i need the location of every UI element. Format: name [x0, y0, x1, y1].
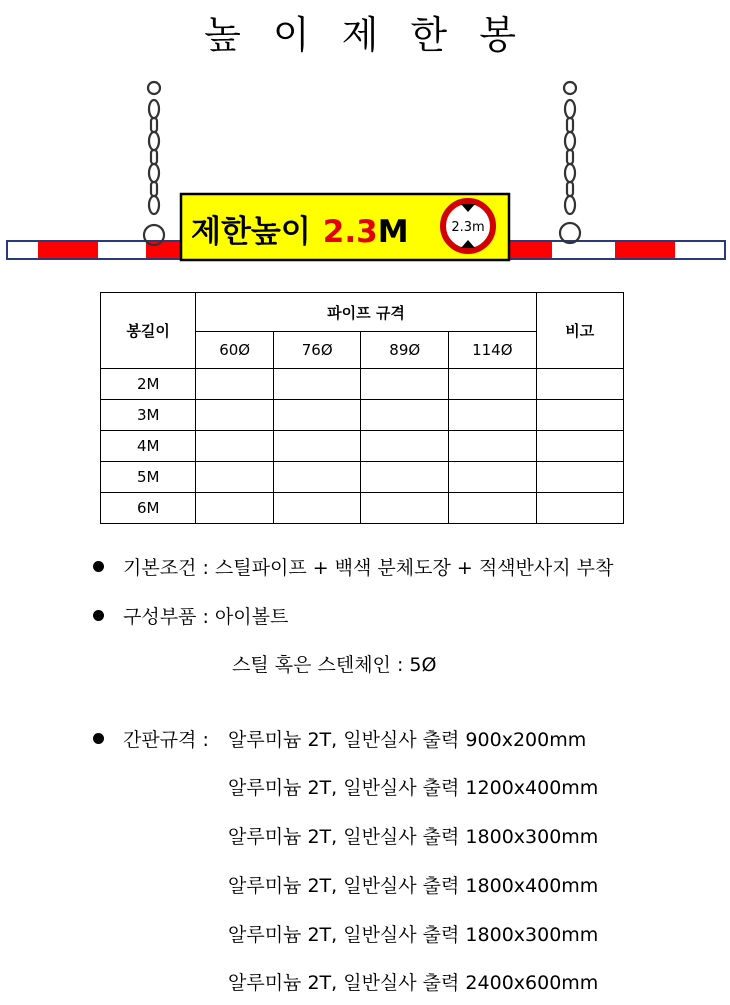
table-header-size: 114Ø	[449, 332, 537, 369]
row-length: 2M	[101, 369, 196, 400]
table-cell	[449, 493, 537, 524]
table-header-size: 76Ø	[273, 332, 361, 369]
table-row	[101, 462, 624, 493]
table-cell	[361, 369, 449, 400]
table-cell	[536, 462, 623, 493]
bullet-icon	[93, 610, 104, 621]
height-limit-sign-icon	[443, 201, 493, 251]
table-cell	[196, 369, 274, 400]
left-chain	[144, 82, 164, 245]
sign-icon-text: 2.3m	[451, 220, 485, 235]
table-row	[101, 369, 624, 400]
row-length: 4M	[101, 431, 196, 462]
table-cell	[449, 400, 537, 431]
svg-text:제한높이2.3M	[191, 214, 409, 250]
spec-basic: 기본조건 : 스틸파이프 + 백색 분체도장 + 적색반사지 부착	[123, 557, 614, 579]
sign-unit: M	[377, 214, 409, 250]
table-row	[101, 493, 624, 524]
table-header-length: 봉길이	[101, 293, 196, 369]
table-header-size: 89Ø	[361, 332, 449, 369]
bullet-icon	[93, 733, 104, 744]
table-cell	[196, 462, 274, 493]
table-row	[101, 400, 624, 431]
right-chain	[560, 82, 580, 243]
table-cell	[449, 462, 537, 493]
table-cell	[449, 431, 537, 462]
table-cell	[196, 431, 274, 462]
height-limit-sign	[181, 194, 509, 260]
row-length: 3M	[101, 400, 196, 431]
spec-sign-item: 알루미늄 2T, 일반실사 출력 900x200mm	[228, 729, 587, 751]
table-cell	[196, 400, 274, 431]
spec-sign-item: 알루미늄 2T, 일반실사 출력 1800x300mm	[228, 924, 599, 946]
table-cell	[273, 400, 361, 431]
table-cell	[361, 400, 449, 431]
spec-sign-item: 알루미늄 2T, 일반실사 출력 1200x400mm	[228, 777, 599, 799]
table-cell	[361, 462, 449, 493]
table-header-note: 비고	[536, 293, 623, 369]
spec-parts: 구성부품 : 아이볼트	[123, 606, 289, 628]
table-cell	[449, 369, 537, 400]
table-cell	[536, 431, 623, 462]
table-cell	[536, 400, 623, 431]
table-cell	[361, 493, 449, 524]
spec-sign-label: 간판규격 :	[123, 729, 209, 751]
table-cell	[361, 431, 449, 462]
spec-sign-item: 알루미늄 2T, 일반실사 출력 2400x600mm	[228, 972, 599, 994]
pipe-spec-table	[100, 292, 624, 524]
row-length: 6M	[101, 493, 196, 524]
spec-sign-item: 알루미늄 2T, 일반실사 출력 1800x400mm	[228, 875, 599, 897]
spec-parts-extra: 스틸 혹은 스텐체인 : 5Ø	[232, 654, 437, 676]
height-limit-bar-illustration	[0, 75, 730, 290]
sign-value: 2.3	[322, 214, 378, 250]
table-cell	[273, 369, 361, 400]
table-header-pipe-spec: 파이프 규격	[196, 293, 536, 332]
bullet-icon	[93, 561, 104, 572]
row-length: 5M	[101, 462, 196, 493]
sign-label: 제한높이	[191, 214, 311, 250]
page-title: 높 이 제 한 봉	[204, 13, 526, 57]
table-cell	[536, 369, 623, 400]
table-cell	[196, 493, 274, 524]
table-row	[101, 431, 624, 462]
table-cell	[273, 462, 361, 493]
table-header-size: 60Ø	[196, 332, 274, 369]
table-cell	[273, 493, 361, 524]
table-cell	[536, 493, 623, 524]
table-cell	[273, 431, 361, 462]
spec-sign-item: 알루미늄 2T, 일반실사 출력 1800x300mm	[228, 826, 599, 848]
